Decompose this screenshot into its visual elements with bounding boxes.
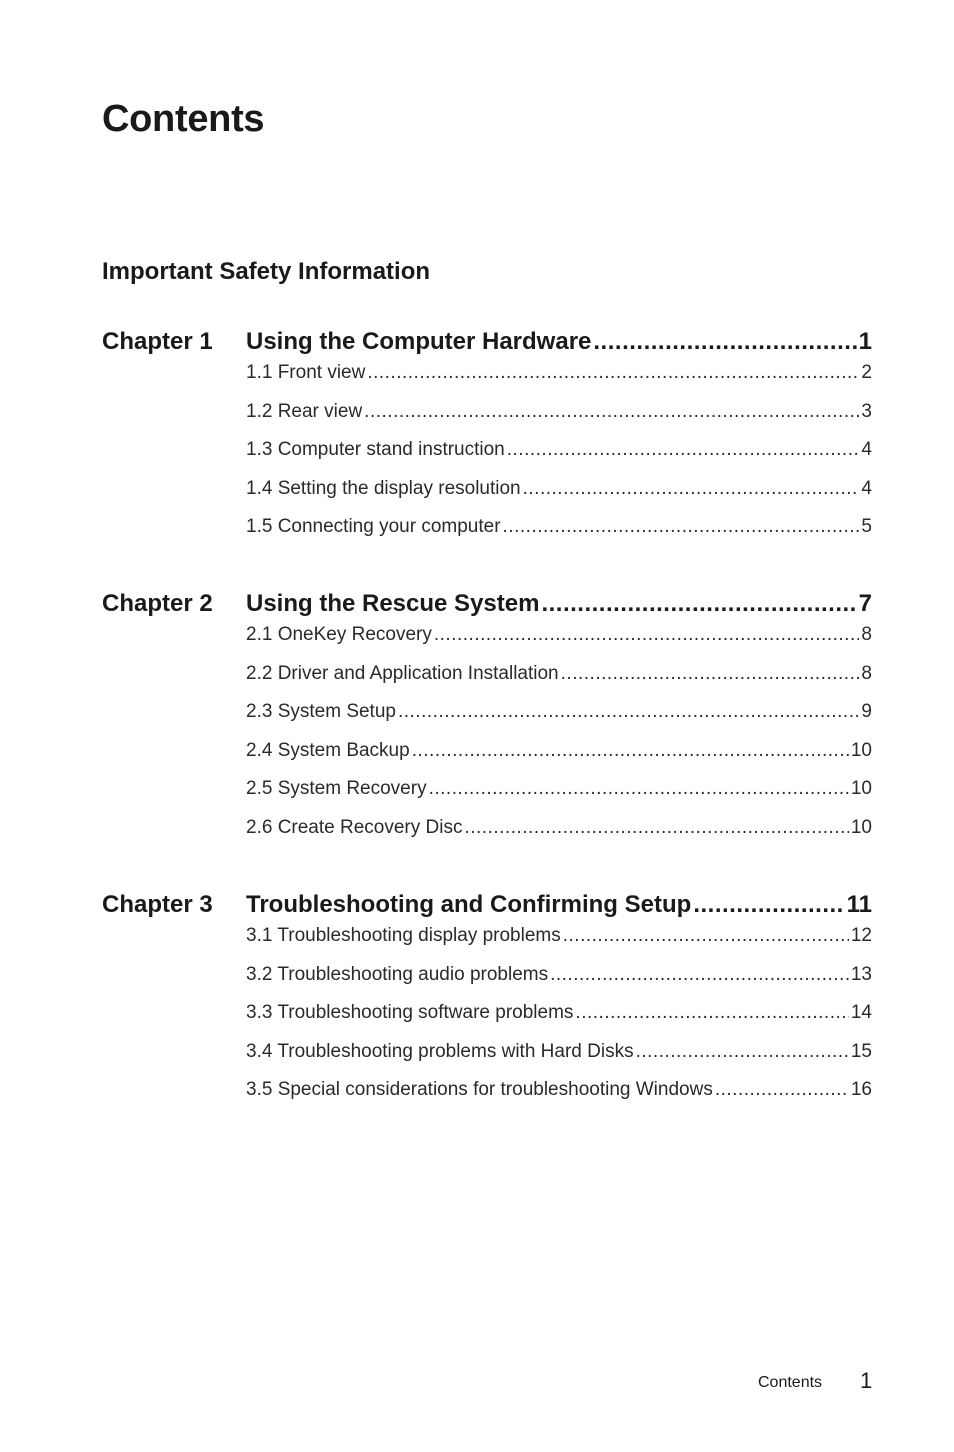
- entry-page: 4: [861, 439, 872, 461]
- entry-page: 9: [861, 701, 872, 723]
- entry-title: 3.2 Troubleshooting audio problems: [246, 963, 549, 985]
- chapter-page: 7: [858, 590, 872, 617]
- dot-leader: [367, 354, 859, 393]
- entry-page: 10: [850, 739, 872, 761]
- toc-entry[interactable]: [246, 994, 872, 1033]
- toc-entry[interactable]: [246, 732, 872, 771]
- dot-leader: [398, 693, 859, 732]
- dot-leader: [575, 994, 848, 1033]
- toc-entry[interactable]: [246, 470, 872, 509]
- toc-entry[interactable]: [246, 809, 872, 848]
- chapter-title: Troubleshooting and Confirming Setup: [246, 891, 692, 918]
- chapter-title: Using the Computer Hardware: [246, 328, 592, 355]
- entry-page: 10: [850, 816, 872, 838]
- dot-leader: [503, 508, 860, 547]
- chapter-page: 1: [858, 328, 872, 355]
- chapter-entries: [246, 917, 872, 1110]
- dot-leader: [636, 1033, 849, 1072]
- toc-entry[interactable]: [246, 354, 872, 393]
- toc-entry[interactable]: [246, 693, 872, 732]
- chapter-page: 11: [846, 891, 872, 918]
- entry-page: 16: [850, 1079, 872, 1101]
- footer-label: Contents: [758, 1374, 823, 1391]
- entry-page: 15: [850, 1040, 872, 1062]
- dot-leader: [364, 393, 859, 432]
- safety-heading: Important Safety Information: [102, 258, 431, 285]
- dot-leader: [434, 616, 860, 655]
- entry-page: 12: [850, 925, 872, 946]
- dot-leader: [412, 732, 849, 771]
- page-title: Contents: [102, 98, 265, 140]
- entry-title: 1.5 Connecting your computer: [246, 516, 501, 538]
- entry-title: 3.4 Troubleshooting problems with Hard Disks: [246, 1040, 634, 1062]
- entry-title: 1.2 Rear view: [246, 400, 363, 422]
- toc-entry[interactable]: [246, 1033, 872, 1072]
- entry-page: 4: [861, 477, 872, 499]
- entry-title: 2.4 System Backup: [246, 739, 410, 761]
- toc-entry[interactable]: [246, 655, 872, 694]
- toc-entry[interactable]: [246, 393, 872, 432]
- chapter-label: Chapter 3: [102, 891, 213, 918]
- chapter-title: Using the Rescue System: [246, 590, 540, 617]
- dot-leader: [563, 917, 849, 956]
- dot-leader: [464, 809, 848, 848]
- entry-title: 1.3 Computer stand instruction: [246, 439, 505, 461]
- entry-title: 2.5 System Recovery: [246, 778, 427, 800]
- entry-page: 2: [861, 362, 872, 383]
- chapter-label: Chapter 2: [102, 590, 213, 617]
- entry-title: 3.1 Troubleshooting display problems: [246, 925, 561, 946]
- toc-entry[interactable]: [246, 431, 872, 470]
- entry-page: 3: [861, 400, 872, 422]
- entry-page: 5: [861, 516, 872, 538]
- entry-page: 13: [850, 963, 872, 985]
- chapter-label: Chapter 1: [102, 328, 213, 355]
- entry-title: 2.2 Driver and Application Installation: [246, 662, 559, 684]
- chapter-entries: [246, 616, 872, 848]
- chapter-entries: [246, 354, 872, 547]
- entry-title: 2.3 System Setup: [246, 701, 396, 723]
- entry-title: 3.3 Troubleshooting software problems: [246, 1002, 574, 1024]
- entry-page: 10: [850, 778, 872, 800]
- entry-title: 2.1 OneKey Recovery: [246, 624, 432, 645]
- toc-entry[interactable]: [246, 616, 872, 655]
- dot-leader: [429, 770, 849, 809]
- entry-page: 8: [861, 662, 872, 684]
- page-number: 1: [860, 1368, 873, 1393]
- dot-leader: [561, 655, 860, 694]
- entry-title: 1.1 Front view: [246, 362, 366, 383]
- dot-leader: [523, 470, 860, 509]
- entry-title: 2.6 Create Recovery Disc: [246, 816, 463, 838]
- toc-entry[interactable]: [246, 508, 872, 547]
- dot-leader: [507, 431, 860, 470]
- toc-entry[interactable]: [246, 917, 872, 956]
- entry-title: 3.5 Special considerations for troubleshooting Windows: [246, 1079, 713, 1101]
- toc-entry[interactable]: [246, 770, 872, 809]
- toc-entry[interactable]: [246, 1071, 872, 1110]
- toc-entry[interactable]: [246, 956, 872, 995]
- entry-page: 8: [861, 624, 872, 645]
- dot-leader: [715, 1071, 849, 1110]
- entry-title: 1.4 Setting the display resolution: [246, 477, 521, 499]
- dot-leader: [550, 956, 849, 995]
- entry-page: 14: [850, 1002, 872, 1024]
